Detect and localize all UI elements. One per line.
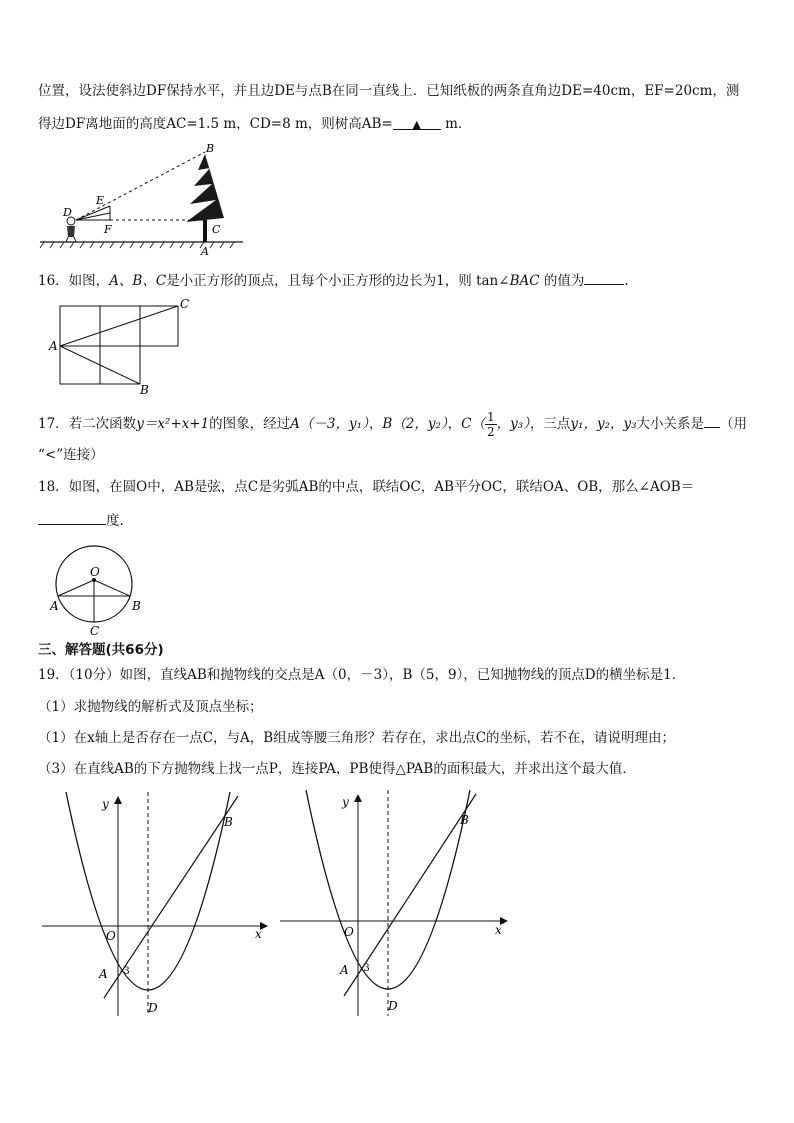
label-B: B: [206, 142, 215, 155]
fraction-numerator: 1: [486, 410, 495, 424]
q19-line-3: （1）在x轴上是否存在一点C，与A，B组成等腰三角形？若存在，求出点C的坐标，若不在，请说明理由；: [38, 730, 676, 746]
q18-line-2: [38, 510, 133, 530]
label-D: D: [148, 1001, 158, 1015]
q16-text-end: 的值为: [539, 273, 585, 289]
q16-grid-figure: [40, 296, 200, 396]
q16-prefix: 16．如图，: [38, 273, 110, 289]
q16-points: A、B、C: [109, 273, 167, 289]
q17-point-c-pre: C（: [461, 416, 485, 432]
q17-text-3: ，三点: [529, 416, 571, 432]
label-O: O: [90, 565, 100, 579]
q18-line-1: 18．如图，在圆O中，AB是弦，点C是劣弧AB的中点，联结OC，AB平分OC，联结OA、OB，那么∠AOB＝: [38, 479, 695, 495]
q16-angle: BAC: [509, 273, 540, 289]
q19-line-2: （1）求抛物线的解析式及顶点坐标；: [38, 699, 263, 715]
label-O: O: [106, 929, 116, 943]
label-A: A: [201, 245, 209, 258]
label-A: A: [340, 963, 349, 977]
q17-text-5: （用: [720, 416, 748, 432]
label-B: B: [140, 383, 149, 396]
label-D: D: [63, 206, 72, 219]
label-F: F: [104, 223, 112, 236]
label-y: y: [102, 797, 109, 811]
q17-function: y＝x²+x+1: [136, 416, 210, 432]
q16-answer-blank: [584, 270, 624, 285]
q15-answer-blank: [393, 115, 441, 130]
label-A: A: [49, 339, 58, 353]
q19-line-1: 19．（10分）如图，直线AB和抛物线的交点是A（0，－3），B（5，9），已知抛物线的顶点D的横坐标是1．: [38, 667, 686, 683]
q17-text-2: 的图象，经过: [209, 416, 291, 432]
label-A: A: [50, 599, 59, 613]
q18-answer-blank: [38, 510, 106, 525]
q19-graph-right: [278, 788, 518, 1020]
q15-line-2-text: 得边DF离地面的高度AC=1.5 m，CD=8 m，则树高AB=: [38, 116, 393, 132]
label-x: x: [255, 927, 262, 941]
label-B: B: [460, 813, 469, 827]
label-minus3: -3: [120, 966, 130, 977]
q19-graph-left: [38, 788, 278, 1020]
q17-answer-blank: [704, 413, 720, 428]
q19-line-4: （3）在直线AB的下方抛物线上找一点P，连接PA，PB使得△PAB的面积最大，并求出这个最大值．: [38, 761, 636, 777]
q18-circle-figure: [44, 538, 154, 638]
label-A: A: [99, 967, 108, 981]
label-E: E: [96, 194, 105, 207]
q18-unit: 度．: [106, 513, 133, 529]
section-heading: 三、解答题(共66分): [38, 642, 164, 658]
label-O: O: [344, 925, 354, 939]
q17-fraction: [485, 410, 497, 439]
q16-line: [38, 270, 638, 290]
q17-text-4: 大小关系是: [636, 416, 705, 432]
q17-line-2: “<”连接）: [38, 447, 104, 463]
q17-point-a: A（－3，y₁）: [290, 416, 369, 432]
q15-tree-figure: [38, 142, 248, 258]
q16-text: 是小正方形的顶点，且每个小正方形的边长为1，则 tan∠: [166, 273, 510, 289]
label-C: C: [180, 297, 190, 311]
label-minus3: -3: [360, 963, 370, 974]
fraction-denominator: 2: [486, 425, 495, 439]
label-x: x: [495, 923, 502, 937]
q17-point-b: B（2，y₂）: [382, 416, 448, 432]
label-D: D: [388, 999, 398, 1013]
q17-line-1: 17．若二次函数y＝x²+x+1的图象，经过A（－3，y₁），B（2，y₂），C（ $\frac{1}{2}$ ，y₃），三点y₁，y₂，y₃大小关系是 （用: [38, 410, 748, 439]
label-B: B: [132, 599, 141, 613]
q17-point-c-post: ，y₃）: [496, 416, 530, 432]
label-C: C: [212, 223, 221, 236]
q15-line-2: [38, 115, 471, 133]
triangle-marker-icon: ▲: [412, 118, 422, 131]
q15-unit: m．: [445, 116, 472, 132]
q17-ys: y₁，y₂，y₃: [570, 416, 637, 432]
q17-prefix: 17．若二次函数: [38, 416, 137, 432]
q15-line-1: 位置，设法使斜边DF保持水平，并且边DE与点B在同一直线上．已知纸板的两条直角边DE=40cm，EF=20cm，测: [38, 83, 740, 99]
label-y: y: [342, 795, 349, 809]
label-B: B: [224, 815, 233, 829]
q16-end: ．: [624, 273, 638, 289]
label-C: C: [90, 624, 100, 638]
